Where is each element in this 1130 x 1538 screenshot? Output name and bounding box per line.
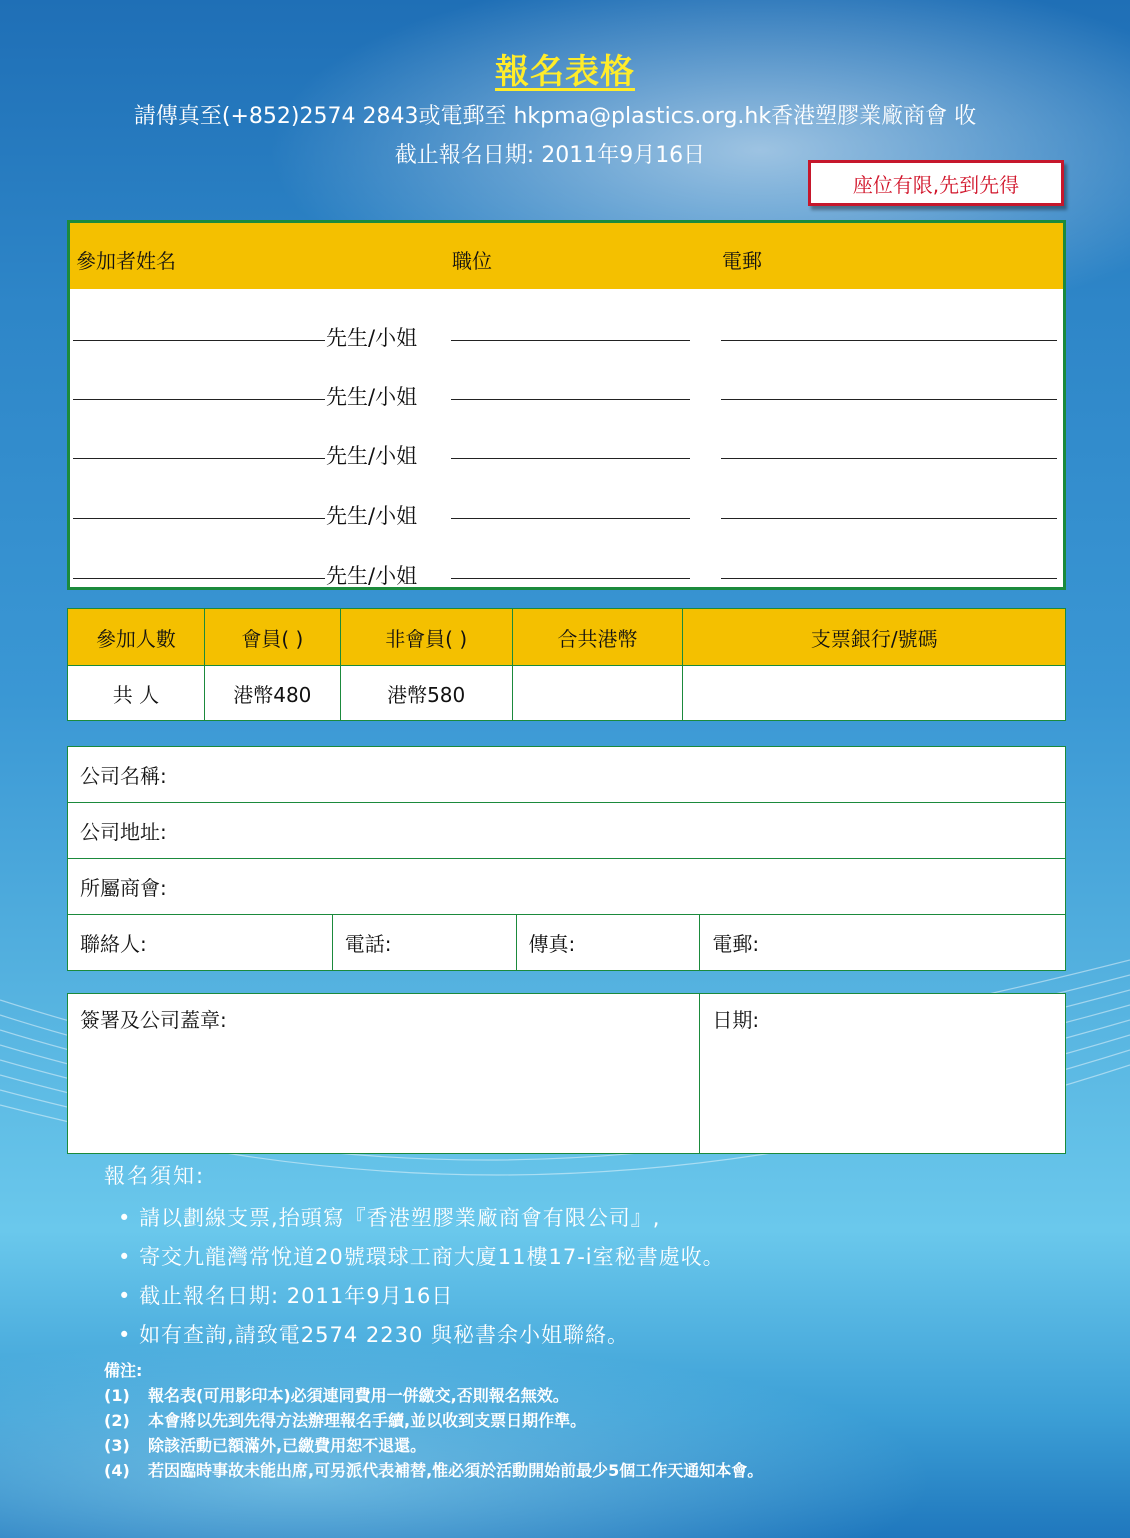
participant-row	[70, 564, 1063, 608]
remark-text: 報名表(可用影印本)必須連同費用一併繳交,否則報名無效。	[148, 1386, 569, 1405]
participants-section	[67, 220, 1066, 590]
salutation-label: 先生/小姐	[326, 385, 418, 409]
signature-stamp-field[interactable]	[68, 994, 700, 1154]
remark-text: 若因臨時事故未能出席,可另派代表補替,惟必須於活動開始前最少5個工作天通知本會。	[148, 1461, 764, 1480]
email-label: 電郵:	[712, 932, 760, 956]
participant-name-field[interactable]	[73, 458, 325, 459]
participant-row	[70, 504, 1063, 548]
notes-heading: 報名須知:	[104, 1164, 206, 1188]
participant-email-field[interactable]	[721, 340, 1057, 341]
fax-field[interactable]	[516, 915, 700, 971]
fax-label: 傳真:	[528, 932, 576, 956]
registration-notes	[104, 1160, 725, 1358]
phone-field[interactable]	[332, 915, 516, 971]
cheque-bank-number-field[interactable]	[683, 666, 1066, 721]
company-address-field[interactable]	[68, 803, 1066, 859]
participant-position-field[interactable]	[451, 518, 690, 519]
participant-position-field[interactable]	[451, 458, 690, 459]
remark-text: 除該活動已額滿外,已繳費用恕不退還。	[148, 1436, 427, 1455]
phone-label: 電話:	[344, 932, 392, 956]
remark-item	[104, 1408, 763, 1433]
remark-text: 本會將以先到先得方法辦理報名手續,並以收到支票日期作準。	[148, 1411, 587, 1430]
participant-name-field[interactable]	[73, 518, 325, 519]
company-info-table	[67, 746, 1066, 971]
participant-email-field[interactable]	[721, 578, 1057, 579]
remark-number: (4)	[104, 1461, 130, 1480]
contact-person-field[interactable]	[68, 915, 333, 971]
participant-row	[70, 326, 1063, 370]
remarks-heading: 備注:	[104, 1361, 143, 1380]
email-field[interactable]	[700, 915, 1066, 971]
participant-email-field[interactable]	[721, 399, 1057, 400]
signature-label: 簽署及公司蓋章:	[80, 1008, 227, 1032]
participant-email-field[interactable]	[721, 518, 1057, 519]
header-non-member: 非會員( )	[340, 609, 512, 666]
fee-table	[67, 608, 1066, 721]
salutation-label: 先生/小姐	[326, 504, 418, 528]
participant-row	[70, 444, 1063, 488]
participant-position-field[interactable]	[451, 578, 690, 579]
company-name-field[interactable]	[68, 747, 1066, 803]
participants-header	[70, 223, 1063, 289]
seat-limited-notice: 座位有限,先到先得	[808, 160, 1064, 206]
attendee-count-label: 共 人	[112, 682, 160, 707]
deadline-text: 截止報名日期: 2011年9月16日	[394, 143, 706, 168]
participant-position-field[interactable]	[451, 340, 690, 341]
company-name-label: 公司名稱:	[80, 764, 167, 788]
date-field[interactable]	[700, 994, 1066, 1154]
notes-item: • 請以劃線支票,抬頭寫『香港塑膠業廠商會有限公司』,	[118, 1202, 725, 1232]
remark-item	[104, 1383, 763, 1408]
contact-person-label: 聯絡人:	[80, 932, 147, 956]
salutation-label: 先生/小姐	[326, 444, 418, 468]
form-title: 報名表格	[495, 52, 635, 92]
attendee-count-field[interactable]	[68, 666, 205, 721]
participant-name-field[interactable]	[73, 399, 325, 400]
remark-number: (1)	[104, 1386, 130, 1405]
remarks-section	[104, 1358, 763, 1483]
chamber-field[interactable]	[68, 859, 1066, 915]
participant-name-field[interactable]	[73, 340, 325, 341]
date-label: 日期:	[712, 1008, 760, 1032]
signature-table	[67, 993, 1066, 1154]
header-cheque-bank-number: 支票銀行/號碼	[683, 609, 1066, 666]
non-member-fee: 港幣580	[340, 666, 512, 721]
header-total-hkd: 合共港幣	[512, 609, 683, 666]
participant-row	[70, 385, 1063, 429]
member-fee: 港幣480	[204, 666, 340, 721]
header-position: 職位	[452, 249, 492, 273]
notes-item: • 寄交九龍灣常悅道20號環球工商大廈11樓17-i室秘書處收。	[118, 1241, 725, 1271]
header-attendees: 參加人數	[68, 609, 205, 666]
participant-position-field[interactable]	[451, 399, 690, 400]
participant-name-field[interactable]	[73, 578, 325, 579]
fax-email-instruction: 請傳真至(+852)2574 2843或電郵至 hkpma@plastics.org.hk香港塑膠業廠商會 收	[133, 104, 977, 129]
remark-item	[104, 1433, 763, 1458]
remark-number: (2)	[104, 1411, 130, 1430]
notes-item: • 截止報名日期: 2011年9月16日	[118, 1280, 725, 1310]
header-email: 電郵	[722, 249, 762, 273]
company-address-label: 公司地址:	[80, 820, 167, 844]
header-participant-name: 參加者姓名	[76, 249, 176, 273]
total-hkd-field[interactable]	[512, 666, 683, 721]
notes-item: • 如有查詢,請致電2574 2230 與秘書余小姐聯絡。	[118, 1319, 725, 1349]
chamber-label: 所屬商會:	[80, 876, 167, 900]
remark-item	[104, 1458, 763, 1483]
remark-number: (3)	[104, 1436, 130, 1455]
salutation-label: 先生/小姐	[326, 326, 418, 350]
header-member: 會員( )	[204, 609, 340, 666]
participant-email-field[interactable]	[721, 458, 1057, 459]
salutation-label: 先生/小姐	[326, 564, 418, 588]
